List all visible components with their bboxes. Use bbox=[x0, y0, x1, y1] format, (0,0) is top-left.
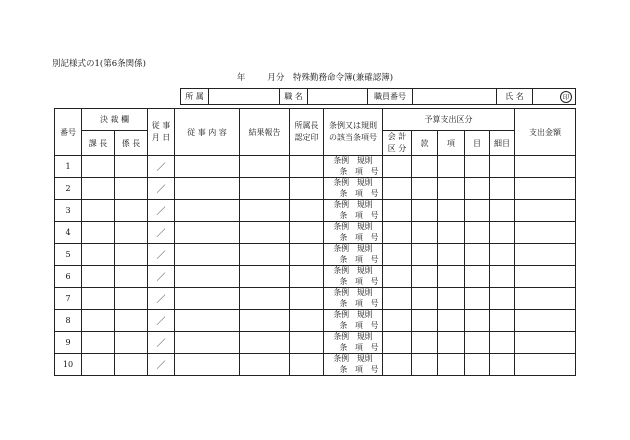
regulation-cell[interactable] bbox=[324, 178, 383, 200]
amount-cell[interactable] bbox=[515, 354, 576, 376]
result-report-cell[interactable] bbox=[240, 332, 290, 354]
subdetail-cell[interactable] bbox=[490, 288, 515, 310]
account-cell[interactable] bbox=[383, 178, 412, 200]
subdetail-cell[interactable] bbox=[490, 200, 515, 222]
title-name: 特殊勤務命令簿(兼確認簿) bbox=[292, 73, 394, 83]
dept-head-seal-cell[interactable] bbox=[290, 310, 324, 332]
amount-cell[interactable] bbox=[515, 222, 576, 244]
work-content-cell[interactable] bbox=[175, 266, 240, 288]
header-detail: 目 bbox=[465, 131, 490, 156]
work-date-cell[interactable]: ／ bbox=[148, 200, 175, 222]
item-cell[interactable] bbox=[412, 178, 438, 200]
amount-cell[interactable] bbox=[515, 178, 576, 200]
regulation-line-2: 条 項 号 bbox=[339, 210, 379, 220]
unit-chief-cell[interactable] bbox=[115, 310, 148, 332]
unit-chief-cell[interactable] bbox=[115, 266, 148, 288]
header-account: 会 計 区 分 bbox=[383, 131, 412, 156]
account-cell[interactable] bbox=[383, 310, 412, 332]
table-row bbox=[55, 332, 576, 354]
header-amount: 支出金額 bbox=[515, 109, 576, 156]
account-cell[interactable] bbox=[383, 288, 412, 310]
amount-cell[interactable] bbox=[515, 288, 576, 310]
regulation-cell[interactable] bbox=[324, 288, 383, 310]
table-row bbox=[55, 178, 576, 200]
name-field[interactable] bbox=[533, 89, 576, 105]
row-number: 6 bbox=[55, 266, 82, 288]
title-month: 月分 bbox=[267, 73, 285, 83]
amount-cell[interactable] bbox=[515, 332, 576, 354]
account-cell[interactable] bbox=[383, 332, 412, 354]
row-number: 8 bbox=[55, 310, 82, 332]
regulation-line-1: 条例 規則 bbox=[333, 244, 373, 253]
work-content-cell[interactable] bbox=[175, 244, 240, 266]
unit-chief-cell[interactable] bbox=[115, 244, 148, 266]
item-cell[interactable] bbox=[412, 222, 438, 244]
unit-chief-cell[interactable] bbox=[115, 178, 148, 200]
subitem-cell[interactable] bbox=[438, 156, 465, 178]
regulation-cell[interactable] bbox=[324, 266, 383, 288]
result-report-cell[interactable] bbox=[240, 354, 290, 376]
header-number: 番号 bbox=[55, 109, 82, 156]
work-content-cell[interactable] bbox=[175, 332, 240, 354]
regulation-line-1: 条例 規則 bbox=[333, 178, 373, 187]
detail-cell[interactable] bbox=[465, 244, 490, 266]
unit-chief-cell[interactable] bbox=[115, 156, 148, 178]
detail-cell[interactable] bbox=[465, 266, 490, 288]
item-cell[interactable] bbox=[412, 156, 438, 178]
dept-field[interactable] bbox=[209, 89, 280, 105]
subitem-cell[interactable] bbox=[438, 288, 465, 310]
result-report-cell[interactable] bbox=[240, 244, 290, 266]
regulation-line-1: 条例 規則 bbox=[333, 354, 373, 363]
dept-head-seal-cell[interactable] bbox=[290, 288, 324, 310]
dept-head-seal-cell[interactable] bbox=[290, 156, 324, 178]
table-row bbox=[55, 244, 576, 266]
item-cell[interactable] bbox=[412, 310, 438, 332]
regulation-line-2: 条 項 号 bbox=[339, 364, 379, 374]
detail-cell[interactable] bbox=[465, 156, 490, 178]
dept-head-seal-cell[interactable] bbox=[290, 222, 324, 244]
staff-no-label: 職員番号 bbox=[368, 89, 413, 105]
table-row bbox=[55, 266, 576, 288]
section-chief-cell[interactable] bbox=[82, 288, 115, 310]
result-report-cell[interactable] bbox=[240, 222, 290, 244]
row-number: 4 bbox=[55, 222, 82, 244]
account-cell[interactable] bbox=[383, 156, 412, 178]
item-cell[interactable] bbox=[412, 332, 438, 354]
work-content-cell[interactable] bbox=[175, 156, 240, 178]
regulation-line-2: 条 項 号 bbox=[339, 232, 379, 242]
subdetail-cell[interactable] bbox=[490, 354, 515, 376]
subdetail-cell[interactable] bbox=[490, 332, 515, 354]
amount-cell[interactable] bbox=[515, 310, 576, 332]
regulation-cell[interactable] bbox=[324, 332, 383, 354]
amount-cell[interactable] bbox=[515, 200, 576, 222]
regulation-line-1: 条例 規則 bbox=[333, 266, 373, 275]
regulation-line-1: 条例 規則 bbox=[333, 200, 373, 209]
post-label: 職 名 bbox=[280, 89, 308, 105]
work-content-cell[interactable] bbox=[175, 200, 240, 222]
dept-label: 所 属 bbox=[181, 89, 209, 105]
regulation-line-2: 条 項 号 bbox=[339, 320, 379, 330]
amount-cell[interactable] bbox=[515, 244, 576, 266]
name-label: 氏 名 bbox=[497, 89, 533, 105]
table-row bbox=[55, 222, 576, 244]
header-subitem: 項 bbox=[438, 131, 465, 156]
seal-icon: 印 bbox=[560, 91, 572, 103]
regulation-line-1: 条例 規則 bbox=[333, 332, 373, 341]
detail-cell[interactable] bbox=[465, 354, 490, 376]
regulation-cell[interactable] bbox=[324, 310, 383, 332]
work-content-cell[interactable] bbox=[175, 310, 240, 332]
detail-cell[interactable] bbox=[465, 310, 490, 332]
regulation-cell[interactable] bbox=[324, 156, 383, 178]
item-cell[interactable] bbox=[412, 200, 438, 222]
account-cell[interactable] bbox=[383, 266, 412, 288]
staff-no-field[interactable] bbox=[413, 89, 497, 105]
regulation-line-2: 条 項 号 bbox=[339, 342, 379, 352]
regulation-line-2: 条 項 号 bbox=[339, 188, 379, 198]
account-cell[interactable] bbox=[383, 222, 412, 244]
subitem-cell[interactable] bbox=[438, 332, 465, 354]
header-regulation: 条例又は規則 の該当条項号 bbox=[324, 109, 383, 156]
result-report-cell[interactable] bbox=[240, 288, 290, 310]
subitem-cell[interactable] bbox=[438, 244, 465, 266]
row-number: 3 bbox=[55, 200, 82, 222]
work-date-cell[interactable]: ／ bbox=[148, 266, 175, 288]
row-number: 5 bbox=[55, 244, 82, 266]
row-number: 10 bbox=[55, 354, 82, 376]
result-report-cell[interactable] bbox=[240, 200, 290, 222]
subitem-cell[interactable] bbox=[438, 310, 465, 332]
header-dept-head-seal: 所属長 認定印 bbox=[290, 109, 324, 156]
subdetail-cell[interactable] bbox=[490, 244, 515, 266]
work-content-cell[interactable] bbox=[175, 354, 240, 376]
dept-head-seal-cell[interactable] bbox=[290, 354, 324, 376]
result-report-cell[interactable] bbox=[240, 310, 290, 332]
regulation-cell[interactable] bbox=[324, 222, 383, 244]
regulation-cell[interactable] bbox=[324, 200, 383, 222]
row-number: 7 bbox=[55, 288, 82, 310]
info-table bbox=[180, 88, 576, 105]
work-date-cell[interactable]: ／ bbox=[148, 222, 175, 244]
result-report-cell[interactable] bbox=[240, 156, 290, 178]
form-note: 別記様式の1(第6条関係) bbox=[52, 59, 146, 69]
work-content-cell[interactable] bbox=[175, 222, 240, 244]
post-field[interactable] bbox=[308, 89, 368, 105]
regulation-line-2: 条 項 号 bbox=[339, 298, 379, 308]
subitem-cell[interactable] bbox=[438, 178, 465, 200]
work-content-cell[interactable] bbox=[175, 178, 240, 200]
subitem-cell[interactable] bbox=[438, 222, 465, 244]
row-number: 2 bbox=[55, 178, 82, 200]
header-unit-chief: 係 長 bbox=[115, 131, 148, 156]
section-chief-cell[interactable] bbox=[82, 200, 115, 222]
regulation-line-2: 条 項 号 bbox=[339, 166, 379, 176]
unit-chief-cell[interactable] bbox=[115, 200, 148, 222]
item-cell[interactable] bbox=[412, 288, 438, 310]
row-number: 9 bbox=[55, 332, 82, 354]
subitem-cell[interactable] bbox=[438, 200, 465, 222]
work-content-cell[interactable] bbox=[175, 288, 240, 310]
item-cell[interactable] bbox=[412, 244, 438, 266]
account-cell[interactable] bbox=[383, 244, 412, 266]
account-cell[interactable] bbox=[383, 354, 412, 376]
unit-chief-cell[interactable] bbox=[115, 354, 148, 376]
work-date-cell[interactable]: ／ bbox=[148, 310, 175, 332]
subitem-cell[interactable] bbox=[438, 266, 465, 288]
amount-cell[interactable] bbox=[515, 266, 576, 288]
amount-cell[interactable] bbox=[515, 156, 576, 178]
dept-head-seal-cell[interactable] bbox=[290, 200, 324, 222]
header-budget: 予算支出区分 bbox=[383, 109, 515, 131]
account-cell[interactable] bbox=[383, 200, 412, 222]
section-chief-cell[interactable] bbox=[82, 178, 115, 200]
result-report-cell[interactable] bbox=[240, 266, 290, 288]
section-chief-cell[interactable] bbox=[82, 354, 115, 376]
work-date-cell[interactable]: ／ bbox=[148, 288, 175, 310]
regulation-line-2: 条 項 号 bbox=[339, 254, 379, 264]
unit-chief-cell[interactable] bbox=[115, 288, 148, 310]
item-cell[interactable] bbox=[412, 354, 438, 376]
regulation-cell[interactable] bbox=[324, 354, 383, 376]
dept-head-seal-cell[interactable] bbox=[290, 266, 324, 288]
main-table bbox=[54, 108, 576, 376]
work-date-cell[interactable]: ／ bbox=[148, 332, 175, 354]
work-date-cell[interactable]: ／ bbox=[148, 354, 175, 376]
header-approval: 決 裁 欄 bbox=[82, 109, 148, 131]
work-date-cell[interactable]: ／ bbox=[148, 244, 175, 266]
form-title bbox=[0, 71, 630, 83]
table-row bbox=[55, 156, 576, 178]
section-chief-cell[interactable] bbox=[82, 222, 115, 244]
unit-chief-cell[interactable] bbox=[115, 222, 148, 244]
row-number: 1 bbox=[55, 156, 82, 178]
section-chief-cell[interactable] bbox=[82, 266, 115, 288]
dept-head-seal-cell[interactable] bbox=[290, 244, 324, 266]
header-result-report: 結果報告 bbox=[240, 109, 290, 156]
subdetail-cell[interactable] bbox=[490, 310, 515, 332]
header-item: 款 bbox=[412, 131, 438, 156]
work-date-cell[interactable]: ／ bbox=[148, 178, 175, 200]
result-report-cell[interactable] bbox=[240, 178, 290, 200]
header-work-date: 従 事 月 日 bbox=[148, 109, 175, 156]
header-subdetail: 細目 bbox=[490, 131, 515, 156]
section-chief-cell[interactable] bbox=[82, 156, 115, 178]
regulation-line-1: 条例 規則 bbox=[333, 156, 373, 165]
header-work-content: 従 事 内 容 bbox=[175, 109, 240, 156]
table-row bbox=[55, 354, 576, 376]
subdetail-cell[interactable] bbox=[490, 266, 515, 288]
detail-cell[interactable] bbox=[465, 332, 490, 354]
subdetail-cell[interactable] bbox=[490, 178, 515, 200]
unit-chief-cell[interactable] bbox=[115, 332, 148, 354]
subitem-cell[interactable] bbox=[438, 354, 465, 376]
title-year: 年 bbox=[236, 73, 246, 83]
regulation-line-2: 条 項 号 bbox=[339, 276, 379, 286]
header-section-chief: 課 長 bbox=[82, 131, 115, 156]
dept-head-seal-cell[interactable] bbox=[290, 178, 324, 200]
dept-head-seal-cell[interactable] bbox=[290, 332, 324, 354]
detail-cell[interactable] bbox=[465, 288, 490, 310]
table-row bbox=[55, 200, 576, 222]
detail-cell[interactable] bbox=[465, 200, 490, 222]
detail-cell[interactable] bbox=[465, 178, 490, 200]
work-date-cell[interactable]: ／ bbox=[148, 156, 175, 178]
regulation-cell[interactable] bbox=[324, 244, 383, 266]
subdetail-cell[interactable] bbox=[490, 156, 515, 178]
subdetail-cell[interactable] bbox=[490, 222, 515, 244]
regulation-line-1: 条例 規則 bbox=[333, 288, 373, 297]
regulation-line-1: 条例 規則 bbox=[333, 310, 373, 319]
section-chief-cell[interactable] bbox=[82, 310, 115, 332]
item-cell[interactable] bbox=[412, 266, 438, 288]
detail-cell[interactable] bbox=[465, 222, 490, 244]
section-chief-cell[interactable] bbox=[82, 332, 115, 354]
table-row bbox=[55, 310, 576, 332]
regulation-line-1: 条例 規則 bbox=[333, 222, 373, 231]
table-row bbox=[55, 288, 576, 310]
section-chief-cell[interactable] bbox=[82, 244, 115, 266]
